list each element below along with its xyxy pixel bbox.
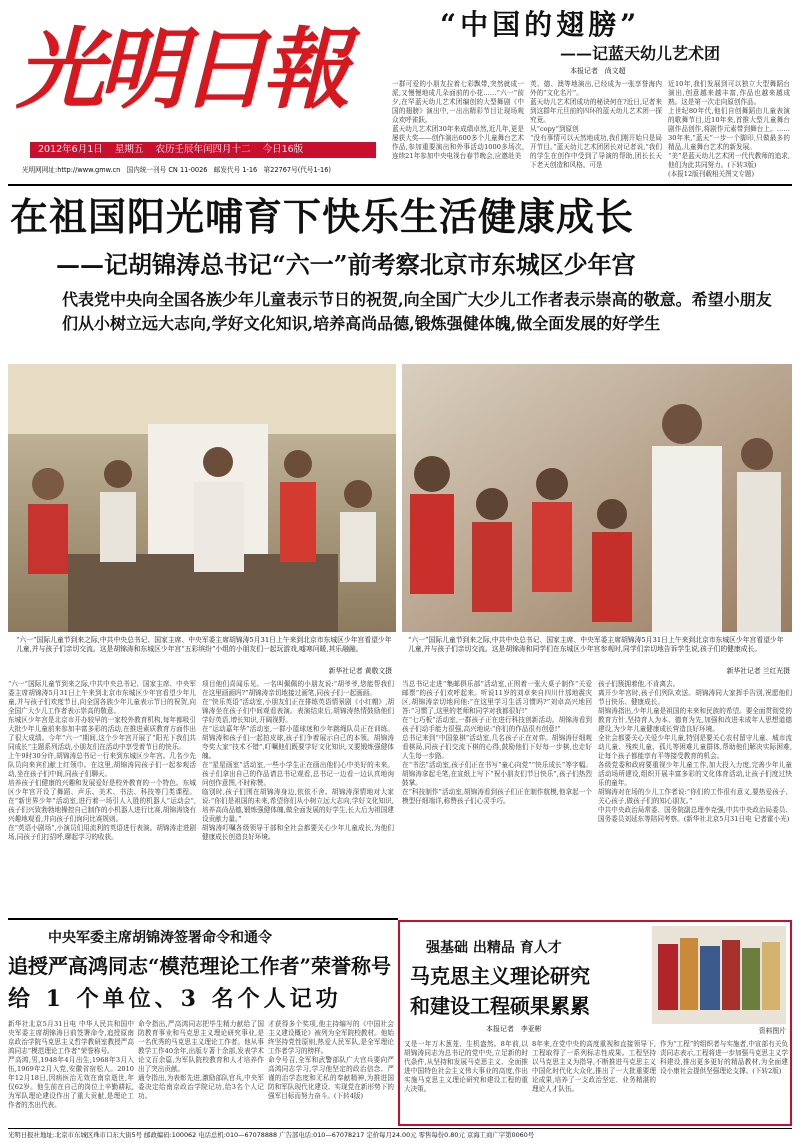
bottom-left-title-1: 追授严高鸿同志“模范理论工作者”荣誉称号 <box>8 954 392 978</box>
sub-headline: ——记胡锦涛总书记“六一”前考察北京市东城区少年宫 <box>56 250 636 279</box>
bottom-right-title-2: 和建设工程硕果累累 <box>410 994 590 1018</box>
bottom-left-column-2: 命令指出,严高鸿同志把毕生精力献给了国防教育事业和马克思主义理论研究事业,是一名优秀的马克思主义理论工作者。他从事教学工作40余年,出版专著十余部,发表学术论文百余篇,为军队院校教育和人才培养作出了突出贡献。 通令指出,为表彰先进,激励部队官兵,中央军委决定给南京政治学院记功,给3名个人记功。 <box>138 1020 264 1100</box>
photo-left-caption: “六一”国际儿童节到来之际,中共中央总书记、国家主席、中央军委主席胡锦涛5月31日上午来到北京市东城区少年宫看望少年儿童,并与孩子们亲切交流。这是胡锦涛和东城区少年宫“五彩缤纷”小组的小朋友们一起玩游戏,嘘寒问暖,其乐融融。 <box>16 636 392 653</box>
feature-column-1: 一群可爱的小朋友拉着七彩飘带,突然就成一派,又慢慢地成几朵面前的小花……“六一”前夕,在罕蓝天幼儿艺术团编创的大型舞剧《中国的翅膀》演出中,一出出精彩节目让现场观众欢呼雀跃。 蓝天幼儿艺术团30年来成绩卓然,近几年,更是屡获大奖——创作演出600多个儿童舞台艺术作品,参加重要演出和外事活动1000多场次,连续21年参加中央电视台春节晚会,应邀赴美 <box>392 80 524 160</box>
bottom-left-column-3: 才获得多个奖项,他主持编写的《中国社会主义建设概论》被列为全军院校教材。他始终坚持党性原则,热爱人民军队,是全军理论工作者学习的榜样。 命令号召,全军和武警部队广大官兵要向严高鸿同志学习,学习他坚定的政治信念、严谨的治学态度和无私的奉献精神,为推进国防和军队现代化建设、实现党在新形势下的强军目标而努力奋斗。(下转4版) <box>268 1020 394 1100</box>
bottom-left-column-1: 新华社北京5月31日电 中华人民共和国中央军委主席胡锦涛日前签署命令,追授原南京政治学院马克思主义哲学教研室教授严高鸿同志“模范理论工作者”荣誉称号。 严高鸿,男,1948年4月出生,1968年3月入伍,1969年2月入党,安徽省宿松人。2010年12月18日,因病医治无效在南京逝世,年仅62岁。他生前在自己的岗位上辛勤耕耘,为军队理论建设作出了重大贡献,是理论工作者的杰出代表。 <box>8 1020 134 1109</box>
masthead-info <box>22 164 376 176</box>
bottom-right-column-2: 8年来,在党中央的高度重视和直接领导下,工程取得了一系列标志性成果。工程坚持以马克思主义为指导,不断推进马克思主义中国化时代化大众化,推出了一大批重要理论成果,培养了一支政治坚定、业务精湛的理论人才队伍。 <box>532 1040 656 1093</box>
postal-code: 邮发代号 1-16 <box>213 166 258 174</box>
article-column-3: 当总书记走进“集邮俱乐部”活动室,正围着一张大桌子制作“关爱邮票”的孩子们欢呼起来。听说11岁的刘卓来自四川什邡地震灾区,胡锦涛亲切地问他:“在这里学习生活习惯吗?”刘卓高兴地回答:“习惯了,这里的老师和同学对我都很好!” 在“七巧板”活动室,一群孩子正在进行科技创新活动。胡锦涛看到孩子们动手能力很强,高兴地说:“你们的作品很有创意!” 总书记来到“中国象棋”活动室,几名孩子正在对弈。胡锦涛仔细观看棋局,同孩子们交流下棋的心得,鼓励他们下好每一步棋,也走好人生每一步路。 在“书法”活动室,孩子们正在书写“童心向党”“快乐成长”等字幅。胡锦涛拿起毛笔,在宣纸上写下“祝小朋友们节日快乐”,孩子们热烈鼓掌。 在“科技制作”活动室,胡锦涛看到孩子们正在制作航模,他拿起一个模型仔细端详,称赞孩子们心灵手巧。 <box>402 680 592 805</box>
logo-text: 光明日報 <box>16 17 345 118</box>
bottom-right-column-1: 又是一年万木葱茏、生机盎然。8年前,以胡锦涛同志为总书记的党中央,立足新的时代条件,从坚持和发展马克思主义、全面推进中国特色社会主义伟大事业的高度,作出实施马克思主义理论研究和建设工程的重大决策。 <box>404 1040 528 1093</box>
masthead-dateline <box>30 142 376 158</box>
reporter-name: 尚文超 <box>604 67 626 75</box>
main-headline: 在祖国阳光哺育下快乐生活健康成长 <box>10 195 635 239</box>
divider <box>8 184 792 186</box>
page-count: 今日16版 <box>262 144 304 155</box>
bottom-left-kicker: 中央军委主席胡锦涛签署命令和通令 <box>48 930 272 946</box>
photo-left-credit: 新华社记者 黄敬文摄 <box>328 667 392 675</box>
feature-byline <box>570 66 770 76</box>
photo-left-image <box>8 364 396 632</box>
issue-number: 第22767号(代号1-16) <box>263 166 331 174</box>
photo-right-credit: 新华社记者 兰红光摄 <box>726 667 790 675</box>
feature-column-2: 英、德、澳等地演出,已经成为一张享誉海内外的“文化名片”。 蓝天幼儿艺术团成功的秘诀何在?近日,记者来到这群年元旦前的四环的蓝天幼儿艺术团一探究竟。 从“copy”到原创 “没有事情可以天然地成功,我们刚开始只是局开节目。”蓝天幼儿艺术团团长对记者说,“我们的学生在创作中受到了导演的帮助,团长长天下老天创造和风格。可是 <box>530 80 662 169</box>
logo-calligraphy <box>10 8 366 118</box>
books-photo-image <box>652 926 786 1024</box>
website[interactable]: 光明网网址:http://www.gmw.cn <box>22 166 121 174</box>
reporter-name: 李亚彬 <box>520 1025 542 1033</box>
article-column-2: 项目他们喜闻乐见。一名叫佩佩的小朋友说:“胡爷爷,您能帮我们在这里画画吗?”胡锦涛亲切地接过画笔,同孩子们一起画画。 在“快乐英语”活动室,小朋友们正在排练英语情景剧《小红帽》,胡锦涛坐在孩子们中间观看表演。表演结束后,胡锦涛热情鼓励他们学好英语,增长知识,开阔视野。 在“运动嘉年华”活动室,一群小篮球迷和少年跳绳队员正在训练。胡锦涛和孩子们一起拍皮球,孩子们争着展示自己的本领。胡锦涛夸奖大家“技术不错”,叮嘱他们既要学好文化知识,又要锻炼强健体魄。 在“星星画室”活动室,一些小学生正在画出他们心中美好的未来。孩子们拿出自己的作品请总书记观看,总书记一边看一边认真地询问创作意图,不时称赞。 临别时,孩子们围在胡锦涛身边,依依不舍。胡锦涛深情地对大家说:“你们是祖国的未来,希望你们从小树立远大志向,学好文化知识,培养高尚品德,锻炼强健体魄,做全面发展的好学生,长大后为祖国建设贡献力量。” 胡锦涛叮嘱各级领导干部和全社会都要关心少年儿童成长,为他们健康成长创造良好环境。 <box>202 680 394 841</box>
photo-right <box>402 364 792 632</box>
bottom-right-title-1: 马克思主义理论研究 <box>410 964 590 988</box>
photo-right-caption: “六一”国际儿童节到来之际,中共中央总书记、国家主席、中央军委主席胡锦涛5月31日上午来到北京市东城区少年宫看望少年儿童,并与孩子们亲切交流。这是胡锦涛和同学们在东城区少年宫参观时,同学们亲切地告诉学生说,孩子们的健康成长。 <box>408 636 784 653</box>
weekday: 星期五 <box>114 144 144 155</box>
lunar-date: 农历壬辰年闰四月十二 <box>155 144 251 155</box>
reporter-label: 本报记者 <box>486 1025 514 1033</box>
books-photo <box>652 926 786 1024</box>
article-column-1: “六一”国际儿童节到来之际,中共中央总书记、国家主席、中央军委主席胡锦涛5月31日上午来到北京市东城区少年宫看望少年儿童,并与孩子们欢度节日,向全国各族少年儿童表示节日的祝贺,向全国广大少儿工作者表示崇高的敬意。 东城区少年宫是北京市开办较早的一家校外教育机构,每年都吸引大批少年儿童前来参加丰富多彩的活动,在推进素质教育方面作出了很大成绩。今年“六一”期间,这个少年宫开展了“阳光下我们共同成长”主题系列活动,小朋友们在活动中享受着节日的快乐。 上午9时30分许,胡锦涛总书记一行来到东城区少年宫。几名少先队员向来宾们献上红领巾。在这里,胡锦涛同孩子们一起参观活动,坐在孩子们中间,同孩子们聊天。 培养孩子们健康的兴趣和发展爱好是校外教育的一个特色。东城区少年宫开设了舞蹈、声乐、美术、书法、科技等门类课程。在“新世界少年”活动室,进行着一场引人入胜的机器人“运动会”,孩子们兴致勃勃地操控自己制作的小机器人进行比赛,胡锦涛饶有兴趣地观看,并向孩子们询问比赛规则。 在“英语小剧场”,小演员们用流利的英语进行表演。胡锦涛走进剧场,同孩子们打招呼,聊起学习的收获。 <box>8 680 196 841</box>
photo-right-image <box>402 364 792 632</box>
bottom-left-title-2: 给 1 个单位、3 名个人记功 <box>8 986 342 1012</box>
masthead-logo <box>10 8 366 118</box>
feature-column-3: 近10年,我们发展到可以独立大型舞蹈台演出,创意越来越丰富,作品也越来越成熟。这是第一次走向原创作品。 上世纪80年代,他们自创舞蹈由儿童表演的歌舞节目,近10年来,首推大型儿童舞台剧作品创作,将剧作元素带到舞台上。……30年来,“蓝天”一步一个脚印,只做最多的精品,儿童舞台艺术的新发展。 “美”是蓝天幼儿艺术团一代代教师的追求,他们为此共同努力。(下转3版) (本报12版刊载相关图文专题) <box>668 80 790 178</box>
reporter-label: 本报记者 <box>570 67 598 75</box>
feature-subtitle: ——记蓝天幼儿艺术团 <box>560 44 721 63</box>
deck: 代表党中央向全国各族少年儿童表示节日的祝贺,向全国广大少儿工作者表示崇高的敬意。希望小朋友们从小树立远大志向,学好文化知识,培养高尚品德,锻炼强健体魄,做全面发展的好学生 <box>62 290 772 333</box>
footer-divider <box>8 1128 792 1129</box>
books-photo-credit: 资料图片 <box>758 1027 786 1035</box>
divider <box>8 918 398 920</box>
feature-title: “中国的翅膀” <box>440 8 641 41</box>
date: 2012年6月1日 <box>38 144 103 155</box>
cn-number: 国内统一刊号 CN 11-0026 <box>126 166 208 174</box>
bottom-right-byline <box>486 1024 646 1034</box>
bottom-right-kicker: 强基础 出精品 育人才 <box>426 940 562 956</box>
photo-left <box>8 364 396 632</box>
bottom-right-column-3: 作为“工程”的组织者与实施者,中宣部有关负责同志表示,工程将进一步加强马克思主义学科建设,推出更多更好的精品教材,为全面建设小康社会提供坚强理论支撑。(下转2版) <box>660 1040 788 1075</box>
article-column-4: 孩子们簇拥着他,不肯离去。 离开少年宫时,孩子们列队欢送。胡锦涛同大家挥手告别,祝愿他们节日快乐、健康成长。 胡锦涛指出,少年儿童是祖国的未来和民族的希望。要全面贯彻党的教育方针,坚持育人为本、德育为先,加强和改进未成年人思想道德建设,为少年儿童健康成长营造良好环境。 全社会都要关心关爱少年儿童,特别是要关心农村留守儿童、城市流动儿童、残疾儿童、孤儿等困难儿童群体,帮助他们解决实际困难,让每个孩子都能享有平等接受教育的机会。 各级党委和政府要重视少年儿童工作,加大投入力度,完善少年儿童活动场所建设,组织开展丰富多彩的文化体育活动,让孩子们度过快乐的童年。 胡锦涛对在场的少儿工作者说:“你们的工作很有意义,要热爱孩子、关心孩子,做孩子们的知心朋友。” 中共中央政治局常委、国务院副总理李克强,中共中央政治局委员、国务委员刘延东等陪同考察。(新华社北京5月31日电 记者霍小光) <box>598 680 792 823</box>
footer: 光明日报社地址:北京市东城区珠市口东大街5号 邮政编码:100062 电话总机:010—67078888 广告部电话:010—67078217 定价每月24.00元 零售每份0.80元 京海工商广字第0060号 <box>8 1131 535 1139</box>
